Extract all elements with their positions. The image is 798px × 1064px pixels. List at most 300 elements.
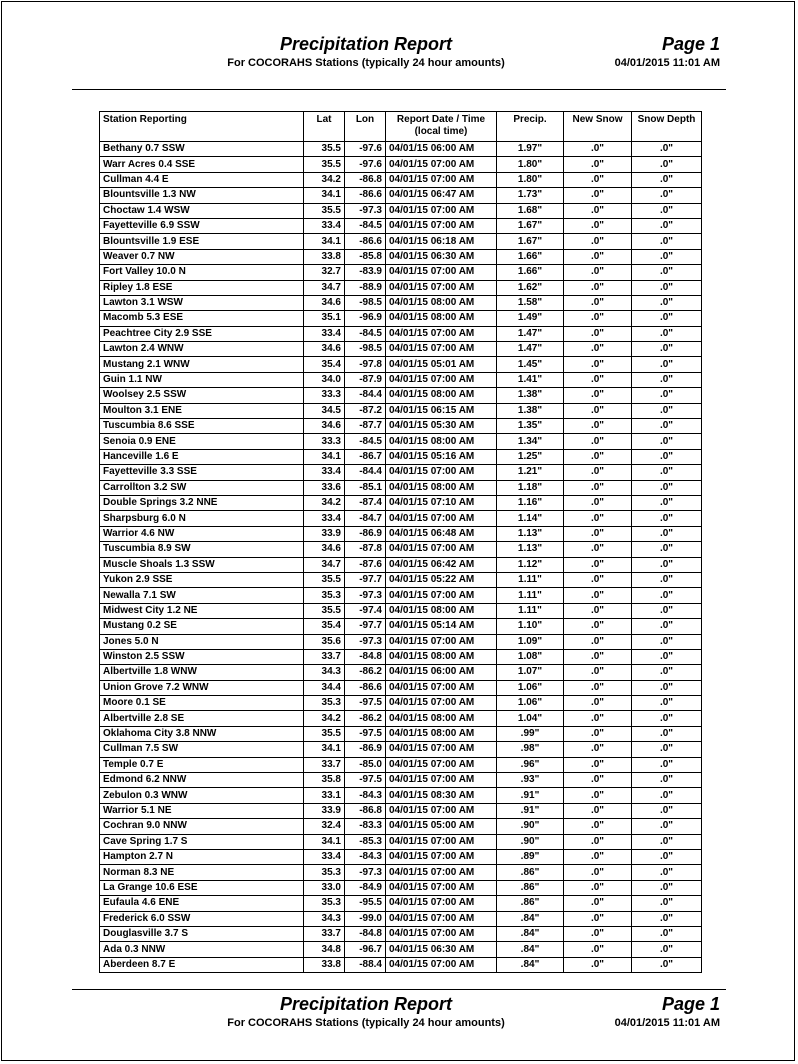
lat-cell: 35.5	[304, 603, 345, 618]
table-row	[100, 865, 702, 880]
report-time-cell: 04/01/15 07:10 AM	[386, 495, 497, 510]
lon-cell: -97.4	[345, 603, 386, 618]
table-row	[100, 480, 702, 495]
lat-cell: 35.5	[304, 203, 345, 218]
station-cell: Mustang 0.2 SE	[100, 619, 304, 634]
station-cell: Senoia 0.9 ENE	[100, 434, 304, 449]
precip-cell: 1.11"	[497, 603, 564, 618]
new-snow-cell: .0"	[564, 911, 632, 926]
table-row	[100, 773, 702, 788]
lon-cell: -84.3	[345, 788, 386, 803]
snow-depth-cell: .0"	[632, 711, 702, 726]
new-snow-cell: .0"	[564, 819, 632, 834]
new-snow-cell: .0"	[564, 526, 632, 541]
lon-cell: -95.5	[345, 896, 386, 911]
lon-cell: -87.9	[345, 372, 386, 387]
report-time-cell: 04/01/15 07:00 AM	[386, 957, 497, 972]
lon-cell: -87.7	[345, 419, 386, 434]
lon-cell: -97.3	[345, 588, 386, 603]
footer-divider	[72, 989, 726, 990]
footer-page-number: Page 1	[661, 994, 720, 1014]
station-cell: Albertville 1.8 WNW	[100, 665, 304, 680]
report-time-cell: 04/01/15 05:30 AM	[386, 419, 497, 434]
table-row	[100, 203, 702, 218]
precip-cell: 1.38"	[497, 403, 564, 418]
snow-depth-cell: .0"	[632, 342, 702, 357]
lon-cell: -87.2	[345, 403, 386, 418]
table-row	[100, 711, 702, 726]
new-snow-cell: .0"	[564, 757, 632, 772]
report-time-cell: 04/01/15 06:15 AM	[386, 403, 497, 418]
lon-cell: -84.7	[345, 511, 386, 526]
lon-cell: -84.5	[345, 434, 386, 449]
station-cell: Lawton 2.4 WNW	[100, 342, 304, 357]
station-cell: Moore 0.1 SE	[100, 696, 304, 711]
precip-cell: 1.07"	[497, 665, 564, 680]
station-cell: Edmond 6.2 NNW	[100, 773, 304, 788]
lat-cell: 33.6	[304, 480, 345, 495]
precip-cell: 1.16"	[497, 495, 564, 510]
col-header-station: Station Reporting	[100, 112, 304, 142]
precip-cell: 1.21"	[497, 465, 564, 480]
lat-cell: 33.3	[304, 434, 345, 449]
precip-cell: 1.80"	[497, 172, 564, 187]
table-row	[100, 434, 702, 449]
precip-cell: 1.06"	[497, 696, 564, 711]
snow-depth-cell: .0"	[632, 326, 702, 341]
report-time-cell: 04/01/15 06:18 AM	[386, 234, 497, 249]
station-cell: Cullman 4.4 E	[100, 172, 304, 187]
lon-cell: -85.8	[345, 249, 386, 264]
lat-cell: 34.2	[304, 495, 345, 510]
report-time-cell: 04/01/15 07:00 AM	[386, 911, 497, 926]
lon-cell: -85.1	[345, 480, 386, 495]
new-snow-cell: .0"	[564, 480, 632, 495]
lat-cell: 34.5	[304, 403, 345, 418]
report-time-cell: 04/01/15 08:00 AM	[386, 480, 497, 495]
lat-cell: 34.6	[304, 295, 345, 310]
snow-depth-cell: .0"	[632, 926, 702, 941]
precip-cell: 1.35"	[497, 419, 564, 434]
station-cell: Warrior 5.1 NE	[100, 803, 304, 818]
lon-cell: -84.9	[345, 880, 386, 895]
report-footer	[0, 994, 798, 1054]
header-divider	[72, 89, 726, 90]
table-row	[100, 619, 702, 634]
report-time-cell: 04/01/15 07:00 AM	[386, 372, 497, 387]
snow-depth-cell: .0"	[632, 849, 702, 864]
table-row	[100, 957, 702, 972]
report-time-cell: 04/01/15 07:00 AM	[386, 680, 497, 695]
snow-depth-cell: .0"	[632, 203, 702, 218]
table-row	[100, 757, 702, 772]
new-snow-cell: .0"	[564, 834, 632, 849]
precip-cell: .84"	[497, 942, 564, 957]
lon-cell: -96.9	[345, 311, 386, 326]
report-time-cell: 04/01/15 08:00 AM	[386, 711, 497, 726]
new-snow-cell: .0"	[564, 218, 632, 233]
lon-cell: -97.3	[345, 634, 386, 649]
station-cell: Cullman 7.5 SW	[100, 742, 304, 757]
lon-cell: -86.2	[345, 711, 386, 726]
snow-depth-cell: .0"	[632, 172, 702, 187]
report-time-cell: 04/01/15 07:00 AM	[386, 834, 497, 849]
col-header-lat: Lat	[304, 112, 345, 142]
new-snow-cell: .0"	[564, 880, 632, 895]
report-time-cell: 04/01/15 07:00 AM	[386, 880, 497, 895]
report-time-cell: 04/01/15 07:00 AM	[386, 926, 497, 941]
lon-cell: -97.6	[345, 142, 386, 157]
station-cell: Bethany 0.7 SSW	[100, 142, 304, 157]
lat-cell: 35.1	[304, 311, 345, 326]
lat-cell: 34.1	[304, 742, 345, 757]
snow-depth-cell: .0"	[632, 649, 702, 664]
lat-cell: 35.3	[304, 696, 345, 711]
snow-depth-cell: .0"	[632, 603, 702, 618]
lat-cell: 34.6	[304, 419, 345, 434]
station-cell: Zebulon 0.3 WNW	[100, 788, 304, 803]
snow-depth-cell: .0"	[632, 449, 702, 464]
lat-cell: 33.4	[304, 218, 345, 233]
table-row	[100, 634, 702, 649]
snow-depth-cell: .0"	[632, 495, 702, 510]
table-row	[100, 742, 702, 757]
new-snow-cell: .0"	[564, 249, 632, 264]
precip-cell: .90"	[497, 834, 564, 849]
snow-depth-cell: .0"	[632, 757, 702, 772]
lat-cell: 33.4	[304, 465, 345, 480]
precip-cell: 1.68"	[497, 203, 564, 218]
report-time-cell: 04/01/15 06:47 AM	[386, 188, 497, 203]
report-time-cell: 04/01/15 07:00 AM	[386, 265, 497, 280]
page-number: Page 1	[661, 34, 720, 54]
table-row	[100, 834, 702, 849]
lat-cell: 34.6	[304, 542, 345, 557]
precip-cell: 1.04"	[497, 711, 564, 726]
snow-depth-cell: .0"	[632, 526, 702, 541]
col-header-report-time: Report Date / Time (local time)	[386, 112, 497, 142]
new-snow-cell: .0"	[564, 388, 632, 403]
lat-cell: 34.7	[304, 557, 345, 572]
precip-cell: .90"	[497, 819, 564, 834]
station-cell: Mustang 2.1 WNW	[100, 357, 304, 372]
lon-cell: -97.7	[345, 619, 386, 634]
snow-depth-cell: .0"	[632, 834, 702, 849]
new-snow-cell: .0"	[564, 603, 632, 618]
report-time-cell: 04/01/15 07:00 AM	[386, 634, 497, 649]
new-snow-cell: .0"	[564, 896, 632, 911]
report-time-cell: 04/01/15 07:00 AM	[386, 465, 497, 480]
lon-cell: -86.9	[345, 526, 386, 541]
table-row	[100, 188, 702, 203]
new-snow-cell: .0"	[564, 188, 632, 203]
lat-cell: 35.4	[304, 619, 345, 634]
snow-depth-cell: .0"	[632, 249, 702, 264]
new-snow-cell: .0"	[564, 557, 632, 572]
precip-cell: 1.58"	[497, 295, 564, 310]
col-header-new-snow: New Snow	[564, 112, 632, 142]
new-snow-cell: .0"	[564, 326, 632, 341]
precip-cell: 1.80"	[497, 157, 564, 172]
snow-depth-cell: .0"	[632, 480, 702, 495]
report-time-cell: 04/01/15 07:00 AM	[386, 865, 497, 880]
precip-cell: 1.66"	[497, 265, 564, 280]
lon-cell: -98.5	[345, 342, 386, 357]
lon-cell: -87.6	[345, 557, 386, 572]
snow-depth-cell: .0"	[632, 865, 702, 880]
table-row	[100, 665, 702, 680]
report-time-cell: 04/01/15 05:16 AM	[386, 449, 497, 464]
lon-cell: -97.5	[345, 726, 386, 741]
report-time-cell: 04/01/15 07:00 AM	[386, 757, 497, 772]
snow-depth-cell: .0"	[632, 388, 702, 403]
table-row	[100, 495, 702, 510]
report-time-cell: 04/01/15 07:00 AM	[386, 896, 497, 911]
lon-cell: -97.5	[345, 773, 386, 788]
report-time-cell: 04/01/15 07:00 AM	[386, 511, 497, 526]
snow-depth-cell: .0"	[632, 896, 702, 911]
new-snow-cell: .0"	[564, 649, 632, 664]
new-snow-cell: .0"	[564, 572, 632, 587]
new-snow-cell: .0"	[564, 280, 632, 295]
station-cell: Hanceville 1.6 E	[100, 449, 304, 464]
station-cell: La Grange 10.6 ESE	[100, 880, 304, 895]
precip-cell: 1.47"	[497, 326, 564, 341]
lat-cell: 33.9	[304, 526, 345, 541]
report-time-cell: 04/01/15 07:00 AM	[386, 280, 497, 295]
report-time-cell: 04/01/15 08:30 AM	[386, 788, 497, 803]
report-time-cell: 04/01/15 07:00 AM	[386, 342, 497, 357]
precip-cell: .86"	[497, 865, 564, 880]
lon-cell: -84.5	[345, 218, 386, 233]
lat-cell: 35.5	[304, 726, 345, 741]
station-cell: Tuscumbia 8.9 SW	[100, 542, 304, 557]
station-cell: Hampton 2.7 N	[100, 849, 304, 864]
snow-depth-cell: .0"	[632, 665, 702, 680]
lon-cell: -85.3	[345, 834, 386, 849]
lat-cell: 35.3	[304, 588, 345, 603]
precip-cell: .96"	[497, 757, 564, 772]
table-row	[100, 311, 702, 326]
station-cell: Muscle Shoals 1.3 SSW	[100, 557, 304, 572]
precip-cell: .98"	[497, 742, 564, 757]
lat-cell: 34.0	[304, 372, 345, 387]
precip-cell: 1.11"	[497, 572, 564, 587]
report-time-cell: 04/01/15 06:00 AM	[386, 665, 497, 680]
precip-cell: 1.14"	[497, 511, 564, 526]
snow-depth-cell: .0"	[632, 911, 702, 926]
new-snow-cell: .0"	[564, 680, 632, 695]
precip-cell: 1.34"	[497, 434, 564, 449]
precip-cell: .93"	[497, 773, 564, 788]
new-snow-cell: .0"	[564, 865, 632, 880]
table-row	[100, 234, 702, 249]
lon-cell: -86.9	[345, 742, 386, 757]
report-time-cell: 04/01/15 06:30 AM	[386, 942, 497, 957]
snow-depth-cell: .0"	[632, 280, 702, 295]
new-snow-cell: .0"	[564, 357, 632, 372]
station-cell: Carrollton 3.2 SW	[100, 480, 304, 495]
table-row	[100, 557, 702, 572]
precip-cell: 1.09"	[497, 634, 564, 649]
lon-cell: -97.3	[345, 203, 386, 218]
station-cell: Warr Acres 0.4 SSE	[100, 157, 304, 172]
table-row	[100, 172, 702, 187]
lat-cell: 35.6	[304, 634, 345, 649]
lat-cell: 33.1	[304, 788, 345, 803]
precip-cell: 1.18"	[497, 480, 564, 495]
lon-cell: -87.8	[345, 542, 386, 557]
lon-cell: -86.2	[345, 665, 386, 680]
new-snow-cell: .0"	[564, 711, 632, 726]
new-snow-cell: .0"	[564, 495, 632, 510]
new-snow-cell: .0"	[564, 942, 632, 957]
report-time-cell: 04/01/15 07:00 AM	[386, 742, 497, 757]
table-row	[100, 849, 702, 864]
lat-cell: 33.4	[304, 326, 345, 341]
precip-cell: .84"	[497, 957, 564, 972]
lat-cell: 34.4	[304, 680, 345, 695]
report-time-cell: 04/01/15 05:01 AM	[386, 357, 497, 372]
lat-cell: 34.6	[304, 342, 345, 357]
col-header-precip: Precip.	[497, 112, 564, 142]
station-cell: Choctaw 1.4 WSW	[100, 203, 304, 218]
precip-cell: 1.49"	[497, 311, 564, 326]
table-row	[100, 788, 702, 803]
snow-depth-cell: .0"	[632, 726, 702, 741]
table-row	[100, 218, 702, 233]
new-snow-cell: .0"	[564, 342, 632, 357]
precipitation-table	[99, 111, 702, 973]
lon-cell: -84.4	[345, 465, 386, 480]
lat-cell: 35.8	[304, 773, 345, 788]
table-row	[100, 896, 702, 911]
lat-cell: 32.7	[304, 265, 345, 280]
station-cell: Tuscumbia 8.6 SSE	[100, 419, 304, 434]
lon-cell: -86.8	[345, 172, 386, 187]
table-row	[100, 603, 702, 618]
snow-depth-cell: .0"	[632, 788, 702, 803]
lat-cell: 33.8	[304, 957, 345, 972]
lon-cell: -83.9	[345, 265, 386, 280]
report-time-cell: 04/01/15 08:00 AM	[386, 434, 497, 449]
lat-cell: 34.2	[304, 711, 345, 726]
lon-cell: -88.9	[345, 280, 386, 295]
new-snow-cell: .0"	[564, 773, 632, 788]
snow-depth-cell: .0"	[632, 819, 702, 834]
report-time-cell: 04/01/15 07:00 AM	[386, 326, 497, 341]
snow-depth-cell: .0"	[632, 465, 702, 480]
precip-cell: 1.73"	[497, 188, 564, 203]
report-time-cell: 04/01/15 07:00 AM	[386, 849, 497, 864]
footer-subtitle: For COCORAHS Stations (typically 24 hour amounts)	[227, 1017, 505, 1029]
snow-depth-cell: .0"	[632, 572, 702, 587]
new-snow-cell: .0"	[564, 926, 632, 941]
station-cell: Temple 0.7 E	[100, 757, 304, 772]
new-snow-cell: .0"	[564, 465, 632, 480]
lon-cell: -85.0	[345, 757, 386, 772]
report-time-cell: 04/01/15 08:00 AM	[386, 295, 497, 310]
lon-cell: -84.4	[345, 388, 386, 403]
lat-cell: 33.7	[304, 757, 345, 772]
snow-depth-cell: .0"	[632, 157, 702, 172]
lon-cell: -84.8	[345, 649, 386, 664]
table-row	[100, 649, 702, 664]
lon-cell: -97.5	[345, 696, 386, 711]
new-snow-cell: .0"	[564, 403, 632, 418]
table-row	[100, 249, 702, 264]
new-snow-cell: .0"	[564, 172, 632, 187]
snow-depth-cell: .0"	[632, 634, 702, 649]
station-cell: Yukon 2.9 SSE	[100, 572, 304, 587]
col-header-snow-depth: Snow Depth	[632, 112, 702, 142]
lon-cell: -88.4	[345, 957, 386, 972]
station-cell: Eufaula 4.6 ENE	[100, 896, 304, 911]
table-row	[100, 511, 702, 526]
snow-depth-cell: .0"	[632, 372, 702, 387]
station-cell: Guin 1.1 NW	[100, 372, 304, 387]
report-date: 04/01/2015 11:01 AM	[614, 57, 720, 69]
table-row	[100, 588, 702, 603]
new-snow-cell: .0"	[564, 265, 632, 280]
table-row	[100, 680, 702, 695]
footer-title: Precipitation Report	[279, 994, 453, 1014]
table-row	[100, 726, 702, 741]
lat-cell: 33.7	[304, 649, 345, 664]
table-row	[100, 326, 702, 341]
precip-cell: .84"	[497, 911, 564, 926]
precip-cell: 1.13"	[497, 542, 564, 557]
station-cell: Albertville 2.8 SE	[100, 711, 304, 726]
report-time-cell: 04/01/15 05:00 AM	[386, 819, 497, 834]
station-cell: Frederick 6.0 SSW	[100, 911, 304, 926]
new-snow-cell: .0"	[564, 742, 632, 757]
lon-cell: -84.8	[345, 926, 386, 941]
lat-cell: 33.9	[304, 803, 345, 818]
table-row	[100, 280, 702, 295]
precip-cell: .89"	[497, 849, 564, 864]
lon-cell: -97.6	[345, 157, 386, 172]
table-row	[100, 142, 702, 157]
table-row	[100, 265, 702, 280]
report-time-cell: 04/01/15 07:00 AM	[386, 157, 497, 172]
precip-cell: 1.08"	[497, 649, 564, 664]
table-row	[100, 803, 702, 818]
station-cell: Macomb 5.3 ESE	[100, 311, 304, 326]
lon-cell: -86.6	[345, 234, 386, 249]
new-snow-cell: .0"	[564, 849, 632, 864]
new-snow-cell: .0"	[564, 957, 632, 972]
station-cell: Ripley 1.8 ESE	[100, 280, 304, 295]
snow-depth-cell: .0"	[632, 588, 702, 603]
lon-cell: -97.7	[345, 572, 386, 587]
lat-cell: 34.3	[304, 911, 345, 926]
table-row	[100, 696, 702, 711]
station-cell: Fayetteville 6.9 SSW	[100, 218, 304, 233]
lat-cell: 33.0	[304, 880, 345, 895]
station-cell: Aberdeen 8.7 E	[100, 957, 304, 972]
precip-cell: .86"	[497, 896, 564, 911]
snow-depth-cell: .0"	[632, 680, 702, 695]
new-snow-cell: .0"	[564, 588, 632, 603]
precip-cell: .86"	[497, 880, 564, 895]
station-cell: Cochran 9.0 NNW	[100, 819, 304, 834]
table-row	[100, 342, 702, 357]
report-title: Precipitation Report	[279, 34, 453, 54]
new-snow-cell: .0"	[564, 419, 632, 434]
station-cell: Weaver 0.7 NW	[100, 249, 304, 264]
table-row	[100, 942, 702, 957]
